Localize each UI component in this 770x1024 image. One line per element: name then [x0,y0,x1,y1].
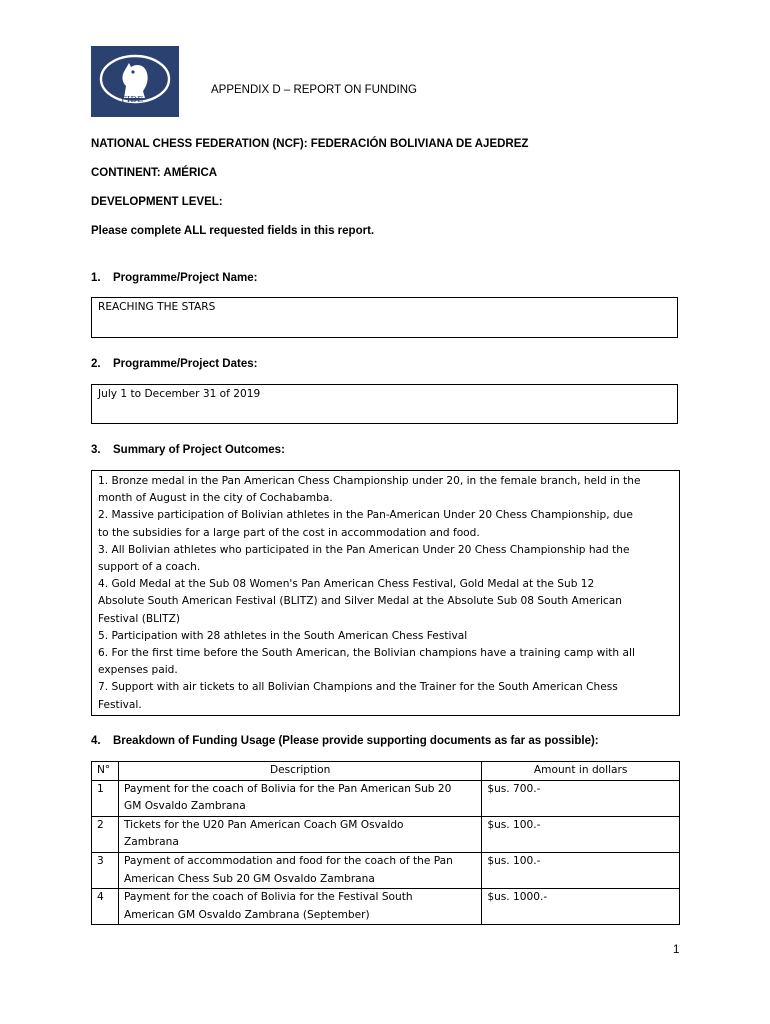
outcome-line: 6. For the first time before the South American, the Bolivian champions have a training camp with all [98,647,635,660]
row-amount[interactable]: $us. 1000.- [482,889,680,925]
outcome-line: expenses paid. [98,664,178,677]
table-row [92,852,680,888]
outcome-line: 2. Massive participation of Bolivian athletes in the Pan-American Under 20 Chess Championship, due [98,509,633,522]
project-outcomes-field[interactable] [91,470,680,716]
project-name-field[interactable]: REACHING THE STARS [91,297,678,338]
row-description[interactable]: Payment for the coach of Bolivia for the Pan American Sub 20 GM Osvaldo Zambrana [118,780,481,816]
table-row [92,889,680,925]
row-amount[interactable]: $us. 100.- [482,852,680,888]
outcome-line: Absolute South American Festival (BLITZ) and Silver Medal at the Absolute Sub 08 South American [98,595,622,608]
table-row [92,816,680,852]
instruction-line: Please complete ALL requested fields in this report. [91,225,375,237]
row-description[interactable]: Payment of accommodation and food for the coach of the Pan American Chess Sub 20 GM Osvaldo Zambrana [118,852,481,888]
row-num: 3 [92,852,119,888]
appendix-title: APPENDIX D – REPORT ON FUNDING [211,84,417,96]
table-row [92,780,680,816]
project-dates-field[interactable]: July 1 to December 31 of 2019 [91,384,678,424]
row-amount[interactable]: $us. 100.- [482,816,680,852]
row-num: 2 [92,816,119,852]
page-number: 1 [673,944,680,956]
section-1-title: 1. Programme/Project Name: [91,272,258,284]
funding-table [91,761,680,925]
outcome-line: month of August in the city of Cochabamba. [98,492,333,505]
section-2-title: 2. Programme/Project Dates: [91,358,258,370]
outcome-line: 7. Support with air tickets to all Bolivian Champions and the Trainer for the South American Chess [98,681,618,694]
logo-text: FIDE [121,95,144,105]
row-description[interactable]: Tickets for the U20 Pan American Coach GM Osvaldo Zambrana [118,816,481,852]
outcome-line: to the subsidies for a large part of the cost in accommodation and food. [98,526,480,539]
outcome-line: Festival. [98,698,142,711]
col-header-amount: Amount in dollars [482,762,680,781]
table-header-row [92,762,680,781]
development-level-line: DEVELOPMENT LEVEL: [91,196,223,208]
section-3-title: 3. Summary of Project Outcomes: [91,444,285,456]
section-4-title: 4. Breakdown of Funding Usage (Please provide supporting documents as far as possible): [91,735,599,747]
chess-knight-icon [91,46,179,117]
outcome-line: support of a coach. [98,561,201,574]
outcome-line: 3. All Bolivian athletes who participated in the Pan American Under 20 Chess Championship had the [98,543,630,556]
row-amount[interactable]: $us. 700.- [482,780,680,816]
row-num: 4 [92,889,119,925]
outcome-line: 5. Participation with 28 athletes in the South American Chess Festival [98,629,468,642]
row-num: 1 [92,780,119,816]
outcome-line: 4. Gold Medal at the Sub 08 Women's Pan American Chess Festival, Gold Medal at the Sub 12 [98,578,595,591]
outcome-line: Festival (BLITZ) [98,612,181,625]
fide-logo [91,46,179,117]
col-header-num: N° [92,762,119,781]
col-header-description: Description [118,762,481,781]
outcome-line: 1. Bronze medal in the Pan American Chess Championship under 20, in the female branch, held in the [98,475,641,487]
row-description[interactable]: Payment for the coach of Bolivia for the Festival South American GM Osvaldo Zambrana (September) [118,889,481,925]
ncf-line: NATIONAL CHESS FEDERATION (NCF): FEDERACIÓN BOLIVIANA DE AJEDREZ [91,138,529,150]
continent-line: CONTINENT: AMÉRICA [91,167,218,179]
